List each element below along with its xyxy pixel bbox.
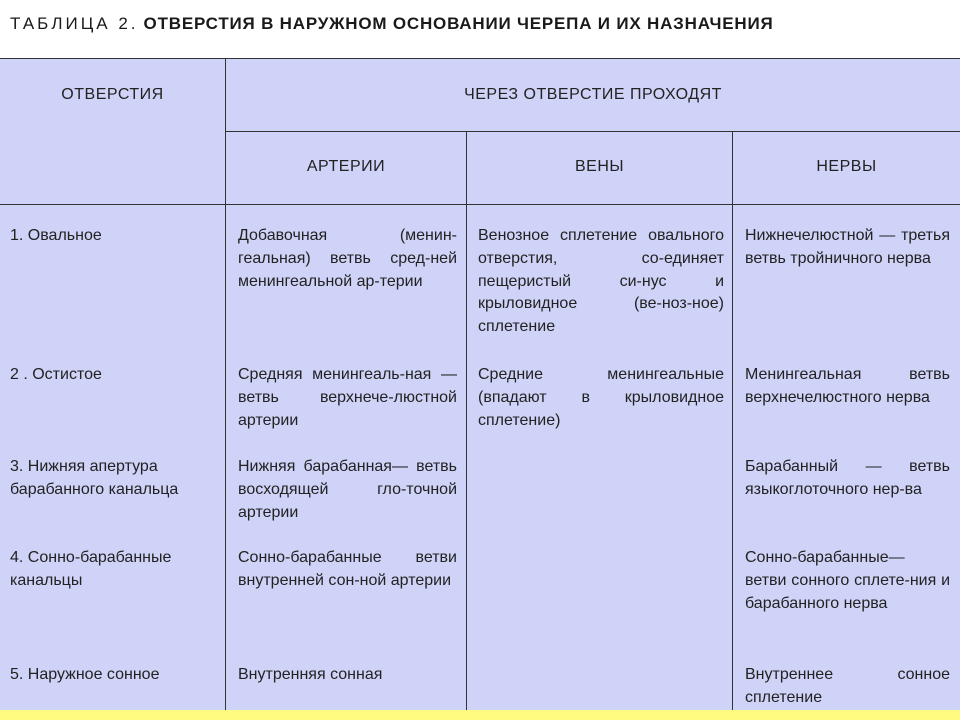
table-row-2-artery: Средняя менингеаль-ная — ветвь верхнече-люстной артерии <box>238 366 457 429</box>
table-row-4-opening: 4. Сонно-барабанные канальцы <box>10 549 172 589</box>
table-row-5-opening: 5. Наружное сонное <box>10 666 160 683</box>
table-row-1-artery: Добавочная (менин-геальная) ветвь сред-ней менингеальной ар-терии <box>238 227 457 290</box>
row-divider <box>225 131 960 132</box>
row-divider <box>0 204 960 205</box>
header-nerves: НЕРВЫ <box>816 158 877 175</box>
table-row-4-nerve: Сонно-барабанные— ветви сонного сплете-ния и барабанного нерва <box>745 549 950 612</box>
page-title <box>10 9 950 39</box>
header-through-opening: ЧЕРЕЗ ОТВЕРСТИЕ ПРОХОДЯТ <box>464 86 722 103</box>
table-number: ТАБЛИЦА 2. <box>10 14 139 33</box>
table-row-5-artery: Внутренняя сонная <box>238 666 383 683</box>
openings-table <box>0 58 960 711</box>
table-row-1-vein: Венозное сплетение овального отверстия, со-единяет пещеристый си-нус и крыловидное (ве-ноз-ное) сплетение <box>478 227 724 336</box>
table-row-1-opening: 1. Овальное <box>10 227 102 244</box>
table-row-4-artery: Сонно-барабанные ветви внутренней сон-ной артерии <box>238 549 457 589</box>
table-title: ОТВЕРСТИЯ В НАРУЖНОМ ОСНОВАНИИ ЧЕРЕПА И ИХ НАЗНАЧЕНИЯ <box>143 14 774 33</box>
table-row-3-nerve: Барабанный — ветвь языкоглоточного нер-ва <box>745 458 950 498</box>
column-divider <box>732 131 733 710</box>
table-row-2-vein: Средние менингеальные (впадают в крыловидное сплетение) <box>478 366 724 429</box>
column-divider <box>466 131 467 710</box>
bottom-accent-bar <box>0 710 960 720</box>
table-row-2-opening: 2 . Остистое <box>10 366 102 383</box>
table-row-5-nerve: Внутреннее сонное сплетение <box>745 666 950 706</box>
table-row-2-nerve: Менингеальная ветвь верхнечелюстного нерва <box>745 366 950 406</box>
header-openings: ОТВЕРСТИЯ <box>61 86 164 103</box>
header-arteries: АРТЕРИИ <box>306 158 386 175</box>
table-row-1-nerve: Нижнечелюстной — третья ветвь тройничного нерва <box>745 227 950 267</box>
header-veins: ВЕНЫ <box>574 158 625 175</box>
table-row-3-opening: 3. Нижняя апертура барабанного канальца <box>10 458 179 498</box>
table-row-3-artery: Нижняя барабанная— ветвь восходящей гло-точной артерии <box>238 458 457 521</box>
